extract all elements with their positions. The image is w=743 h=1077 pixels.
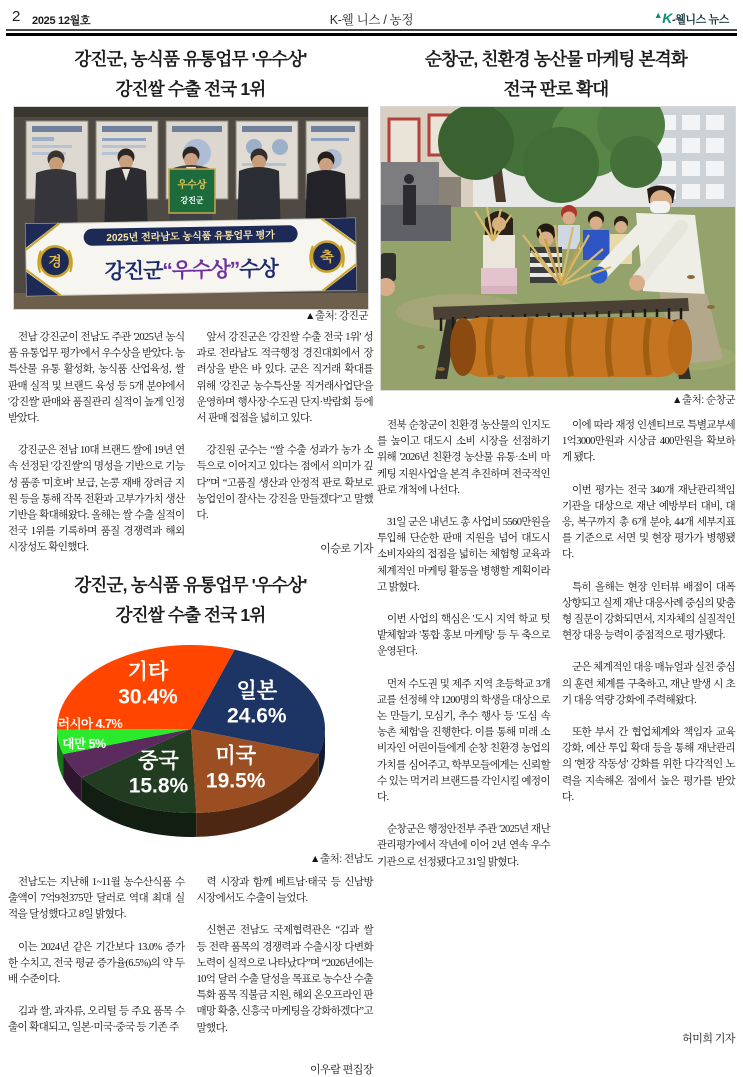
pie-label-0: 일본 24.6% — [227, 679, 287, 728]
left-article-body — [8, 330, 373, 573]
right-article-col2 — [562, 418, 735, 887]
right-article-col1 — [377, 418, 550, 887]
medallion-left — [38, 246, 72, 277]
paragraph: 군은 체계적인 대응 매뉴얼과 실전 중심의 훈련 체계를 구축하고, 재난 발생 시 초기 대응 역량 강화에 주력해왔다. — [562, 660, 735, 709]
threshing-machine — [433, 298, 692, 379]
paragraph: 신현곤 전남도 국제협력관은 “김과 쌀 등 전략 품목의 경쟁력과 수출시장 다변화 노력이 실적으로 나타났다”며 “2026년에는 10억 달러 수출 달성을 목표로 농수산 수출 특화 품목 직불금 지원, 해외 온오프라인 판매망 확충, 신흥국 마케팅을 강화하겠다”고 말했다. — [197, 923, 374, 1036]
chart-caption: ▲출처: 전남도 — [8, 851, 373, 866]
paragraph: 먼저 수도권 및 제주 지역 초등학교 3개교를 선정해 약 1200명의 학생을 대상으로 논 만들기, 모심기, 추수 행사 등 '도심 속 농촌 체험'을 진행한다. 이를 통해 미래 소비자인 어린이들에게 순창 친환경 농업의 가치를 심어주고, 학부모들에게는 신뢰할 수 있는 먹거리 브랜드를 각인시킬 예정이다. — [377, 677, 550, 807]
face-mask — [650, 201, 670, 213]
right-article-headline: 순창군, 친환경 농산물 마케팅 본격화 전국 판로 확대 — [377, 44, 735, 104]
paragraph: 이번 평가는 전국 340개 재난관리책임기관을 대상으로 재난 예방부터 대비, 대응, 복구까지 총 6개 분야, 44개 세부지표를 기준으로 서면 및 현장 평가가 병행됐다. — [562, 483, 735, 564]
leaf-icon: ▲ — [654, 10, 663, 20]
chart-article-col1 — [8, 875, 185, 1077]
right-article-byline: 허미희 기자 — [377, 1030, 735, 1046]
left-article-col2 — [197, 330, 374, 573]
right-article-photo — [381, 107, 735, 390]
svg-text:경: 경 — [48, 253, 62, 269]
newspaper-logo: ▲K-웰니스 뉴스 — [654, 10, 729, 27]
medallion-right — [310, 241, 344, 272]
paragraph: 순창군은 행정안전부 주관 '2025년 재난관리평가'에서 작년에 이어 2년 연속 우수기관으로 선정됐다고 31일 밝혔다. — [377, 822, 550, 871]
page-number: 2 — [12, 8, 20, 25]
left-article-photo — [14, 107, 368, 309]
paragraph: 강진원 군수는 “쌀 수출 성과가 농가 소득으로 이어지고 있다는 점에서 의미가 깊다”며 “고품질 생산과 안정적 판로 확보로 농업인이 잘사는 강진을 만들겠다”고 말했다. — [197, 443, 374, 524]
chart-article-col2 — [197, 875, 374, 1077]
girl-left — [481, 211, 517, 294]
masthead-rule-thin — [6, 29, 737, 31]
pie-label-4: 러시아 4.7% — [58, 716, 123, 731]
photographer-hand — [381, 253, 396, 296]
masthead — [0, 7, 743, 29]
pie-label-1: 미국 19.5% — [206, 743, 266, 792]
paragraph: 전북 순창군이 친환경 농산물의 인지도를 높이고 대도시 소비 시장을 선점하기 위해 '2026년 친환경 농산물 유통·소비 마케팅 지원사업'을 본격 추진하며 전국적인 판로 개척에 나선다. — [377, 418, 550, 499]
paragraph: 김과 쌀, 과자류, 오리털 등 주요 품목 수출이 확대되고, 일본·미국·중국 등 기존 주 — [8, 1004, 185, 1036]
paragraph: 또한 부서 간 협업체계와 책임자 교육 강화, 예산 투입 확대 등을 통해 재난관리의 '현장 작동성' 강화를 위한 다각적인 노력을 지속해온 점에서 높은 평가를 받았다. — [562, 725, 735, 806]
left-photo-caption: ▲출처: 강진군 — [14, 308, 368, 323]
section-title: K-웰 니스 / 농정 — [0, 10, 743, 28]
banner-top-text: 2025년 전라남도 농식품 유통업무 평가 — [106, 228, 275, 244]
paragraph: 31일 군은 내년도 총 사업비 5560만원을 투입해 단순한 판매 지원을 넘어 대도시 소비자와의 접점을 넓히는 체험형 교육과 체계적인 마케팅 활동을 병행할 계획이라고 밝혔다. — [377, 515, 550, 596]
paragraph: 력 시장과 함께 베트남·태국 등 신남방 시장에서도 수출이 늘었다. — [197, 875, 374, 907]
pie-label-2: 중국 15.8% — [129, 750, 189, 798]
chart-headline: 강진군, 농식품 유통업무 '우수상' 강진쌀 수출 전국 1위 — [8, 570, 373, 630]
masthead-rule-thick — [6, 33, 737, 37]
rice-export-pie-chart — [8, 641, 373, 851]
svg-text:우수상: 우수상 — [177, 178, 207, 191]
banner-main-text: 강진군“우수상”수상 — [104, 256, 279, 283]
svg-text:강진군: 강진군 — [180, 195, 203, 205]
pie-label-5: 기타 30.4% — [118, 660, 178, 709]
issue-label: 2025 12월호 — [32, 12, 90, 28]
paragraph: 이번 사업의 핵심은 '도시 지역 학교 텃밭체험'과 '통합 홍보 마케팅' 등 두 축으로 운영된다. — [377, 612, 550, 661]
chart-article-byline: 이우람 편집장 — [197, 1061, 374, 1077]
pie-label-3: 대만 5% — [62, 736, 106, 751]
svg-text:축: 축 — [320, 249, 334, 265]
paragraph: 이는 2024년 같은 기간보다 13.0% 증가한 수치고, 전국 평균 증가율(6.5%)의 약 두 배 수준이다. — [8, 940, 185, 989]
paragraph: 앞서 강진군은 '강진쌀 수출 전국 1위' 성과로 전라남도 적극행정 경진대회에서 장려상을 받은 바 있다. 군은 직거래 확대를 위해 '강진군 농수특산물 직거래사업단'을 운영하며 행사장·수도권 단지·박람회 등에서 판매 접점을 넓히고 있다. — [197, 330, 374, 427]
paragraph: 강진군은 전남 10대 브랜드 쌀에 19년 연속 선정된 '강진쌀'의 명성을 기반으로 기능성 품종 '미호벼' 보급, 논콩 재배 장려금 지원 등을 통해 작목 전환과 고부가가치 생산 기반을 확대해왔다. 올해는 쌀 수출 실적이 전국 1위를 기록하며 품질 경쟁력과 해외 시장성도 확인했다. — [8, 443, 185, 556]
paragraph: 전남도는 지난해 1~11월 농수산식품 수출액이 7억9천375만 달러로 역대 최대 실적을 달성했다고 8일 밝혔다. — [8, 875, 185, 924]
paragraph: 특히 올해는 현장 인터뷰 배점이 대폭 상향되고 실제 재난 대응사례 중심의 맞춤형 질문이 강화되면서, 지자체의 실질적인 현장 대응 능력이 중점적으로 평가됐다. — [562, 580, 735, 645]
left-article-col1 — [8, 330, 185, 573]
award-plaque — [169, 169, 215, 213]
right-photo-caption: ▲출처: 순창군 — [381, 392, 735, 407]
paragraph: 전남 강진군이 전남도 주관 '2025년 농식품 유통업무 평가'에서 우수상을 받았다. 농특산물 유통 활성화, 농식품 산업육성, 쌀 판매 실적 및 브랜드 육성 등 5개 분야에서 '강진쌀' 판매와 품질관리 실적이 높게 인정받았다. — [8, 330, 185, 427]
right-article-body — [377, 418, 735, 887]
left-article-byline: 이승로 기자 — [197, 540, 374, 556]
left-article-headline: 강진군, 농식품 유통업무 '우수상' 강진쌀 수출 전국 1위 — [8, 44, 373, 104]
paragraph: 이에 따라 재정 인센티브로 특별교부세 1억3000만원과 시상금 400만원을 확보하게 됐다. — [562, 418, 735, 467]
award-banner — [25, 218, 356, 296]
chart-article-body — [8, 875, 373, 1077]
